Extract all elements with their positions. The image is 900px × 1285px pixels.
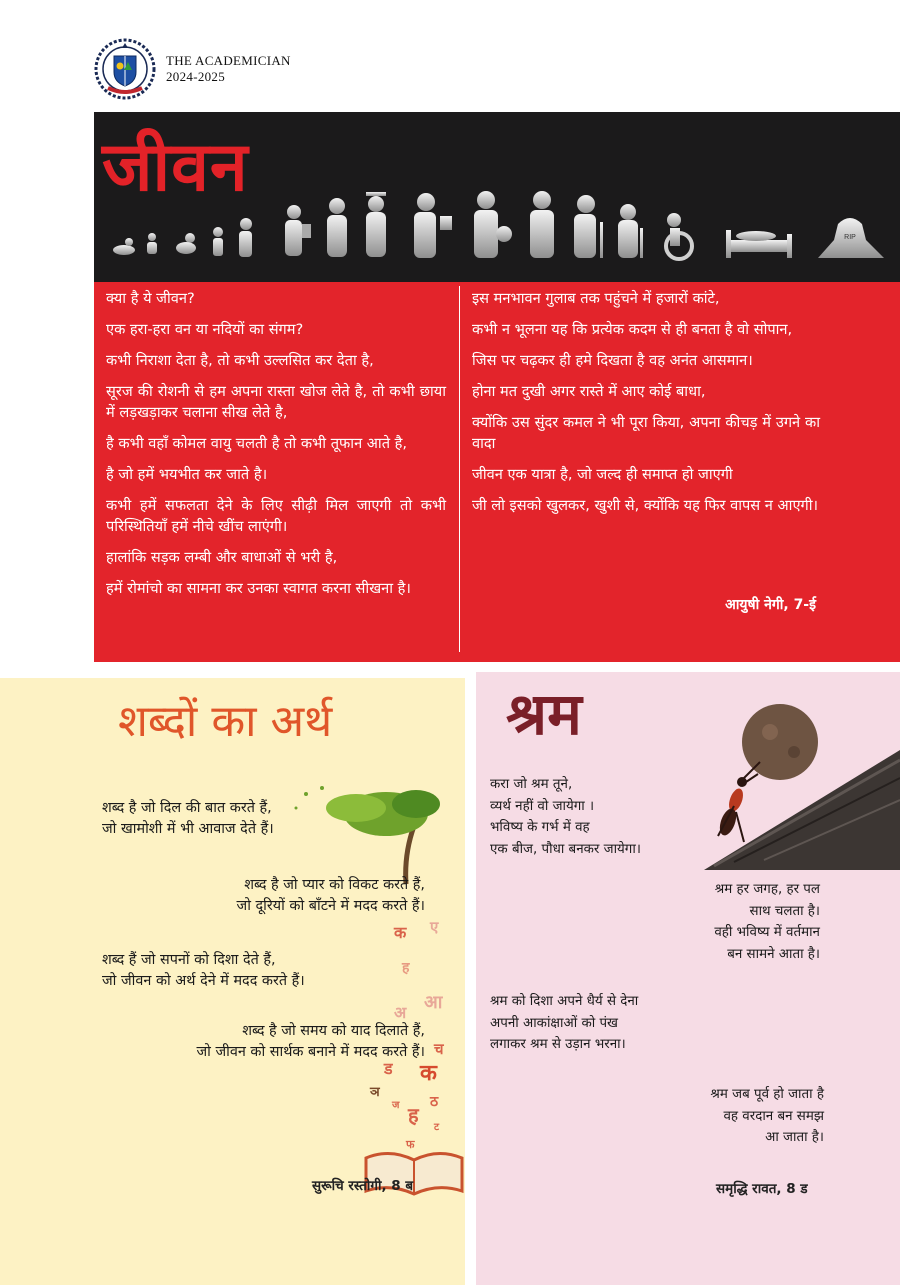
floating-letter: च [434,1040,444,1058]
shram-author: समृद्धि रावत, 8 ड [716,1181,808,1197]
student-icon [285,205,311,256]
poem-line: जीवन एक यात्रा है, जो जल्द ही समाप्त हो जाएगी [472,466,733,483]
child-icon [213,227,223,256]
poem-line: होना मत दुखी अगर रास्ते में आए कोई बाधा, [472,383,706,400]
verse-line: शब्द है जो प्यार को विकट करते हैं, [244,877,425,893]
verse-line: व्यर्थ नहीं वो जायेगा । [490,798,595,814]
shram-section [476,672,900,1285]
poem-line: जिस पर चढ़कर ही हमे दिखता है वह अनंत आसमान। [472,352,753,369]
life-stages-illustration [94,112,900,282]
floating-letter: क [394,923,407,942]
floating-letter: ट [434,1122,440,1133]
jeevan-poem [94,282,900,662]
verse-line: साथ चलता है। [749,903,820,919]
windswept-tree-icon [286,774,456,884]
publication-name: THE ACADEMICIAN [166,53,291,68]
jeevan-author: आयुषी नेगी, 7-ई [725,597,816,613]
page-header [94,38,291,100]
verse-line: शब्द हैं जो सपनों को दिशा देते हैं, [102,952,276,968]
poem-line: एक हरा-हरा वन या नदियों का संगम? [106,321,304,338]
poem-line: हालांकि सड़क लम्बी और बाधाओं से भरी है, [106,549,338,566]
shabdon-verse-3 [102,950,305,992]
poem-line: है जो हमें भयभीत कर जाते है। [106,466,268,483]
verse-line: वह वरदान बन समझ [723,1108,824,1124]
header-text [166,53,291,85]
floating-letter: ह [408,1103,419,1127]
verse-line: लगाकर श्रम से उड़ान भरना। [490,1037,626,1052]
jeevan-right-column [472,288,820,526]
floating-letter: क [420,1061,437,1086]
poem-line: क्या है ये जीवन? [106,290,195,307]
floating-letter: ए [430,918,439,936]
grave-text: RIP [844,234,856,241]
middle-aged-icon [530,191,554,258]
verse-line: वही भविष्य में वर्तमान [714,925,820,940]
teen-icon [327,198,347,257]
ant-pushing-rock-icon [674,690,900,870]
jeevan-banner [94,112,900,282]
verse-line: शब्द है जो दिल की बात करते हैं, [102,800,272,816]
floating-letter: अ [394,1003,407,1022]
jeevan-title: जीवन [102,128,249,207]
verse-line: जो जीवन को सार्थक बनाने में मदद करते हैं। [196,1044,425,1060]
floating-letter: ड [384,1059,393,1078]
baby-icon [113,238,135,255]
wheelchair-icon [666,213,692,259]
shabdon-section [0,678,465,1285]
poem-line: कभी निराशा देता है, तो कभी उल्लसित कर देता है, [106,352,374,369]
poem-line: क्योंकि उस सुंदर कमल ने भी पूरा किया, अपना कीचड़ में उगने का वादा [472,414,820,452]
old-man-icon [618,204,643,258]
floating-letter: ज [392,1100,400,1111]
shram-verse-1 [490,774,641,860]
verse-line: शब्द है जो समय को याद दिलाते हैं, [242,1023,425,1039]
poem-line: है कभी वहाँ कोमल वायु चलती है तो कभी तूफान आते है, [106,435,408,452]
shram-verse-4 [636,1084,824,1149]
poem-line: कभी न भूलना यह कि प्रत्येक कदम से ही बनता है वो सोपान, [472,321,793,338]
verse-line: भविष्य के गर्भ में वह [490,820,590,835]
verse-line: जो जीवन को अर्थ देने में मदद करते हैं। [102,973,305,989]
shram-verse-2 [636,879,820,965]
graduate-icon [366,192,386,257]
floating-letters-book-icon [364,908,464,1268]
publication-year: 2024-2025 [166,69,226,84]
poem-line: सूरज की रोशनी से हम अपना रास्ता खोज लेते है, तो कभी छाया में लड़खड़ाकर चलाना सीख लेते है, [106,383,446,421]
poem-line: जी लो इसको खुलकर, खुशी से, क्योंकि यह फिर वापस न आएगी। [472,497,819,514]
kid-icon [239,218,252,257]
shabdon-author: सुरूचि रस्तोगी, 8 ब [312,1178,414,1194]
toddler-icon [176,233,196,254]
floating-letter: ठ [430,1094,439,1110]
worker-icon [414,193,452,258]
verse-line: श्रम जब पूर्व हो जाता है [710,1087,824,1102]
shabdon-title: शब्दों का अर्थ [118,696,333,747]
poem-line: इस मनभावन गुलाब तक पहुंचने में हजारों कांटे, [472,290,720,307]
verse-line: एक बीज, पौधा बनकर जायेगा। [490,841,641,857]
shram-title: श्रम [506,680,582,748]
verse-line: श्रम को दिशा अपने धैर्य से देना [490,994,639,1009]
verse-line: जो खामोशी में भी आवाज देते हैं। [102,821,274,837]
verse-line: करा जो श्रम तूने, [490,777,573,792]
floating-letter: आ [424,992,443,1013]
verse-line: अपनी आकांक्षाओं को पंख [490,1015,619,1031]
jeevan-left-column [106,288,446,609]
verse-line: जो दूरियों को बाँटने में मदद करते हैं। [236,898,425,914]
bed-icon [726,230,792,258]
adult-icon [474,191,512,258]
floating-letter: ञ [370,1085,380,1100]
floating-letter: ह [402,960,410,976]
school-crest-icon [94,38,156,100]
verse-line: श्रम हर जगह, हर पल [714,882,820,897]
column-divider [459,286,460,652]
poem-line: हमें रोमांचो का सामना कर उनका स्वागत करना सीखना है। [106,580,411,597]
floating-letter: फ [406,1138,415,1151]
shram-verse-3 [490,991,638,1056]
shabdon-verse-1 [102,798,274,840]
elder-icon [574,195,603,258]
poem-line: कभी हमें सफलता देने के लिए सीढ़ी मिल जाएगी तो कभी परिस्थितियाँ हमें नीचे खींच लाएंगी। [106,497,446,535]
crawling-child-icon [147,233,157,254]
verse-line: आ जाता है। [765,1130,824,1145]
verse-line: बन सामने आता है। [727,946,820,962]
